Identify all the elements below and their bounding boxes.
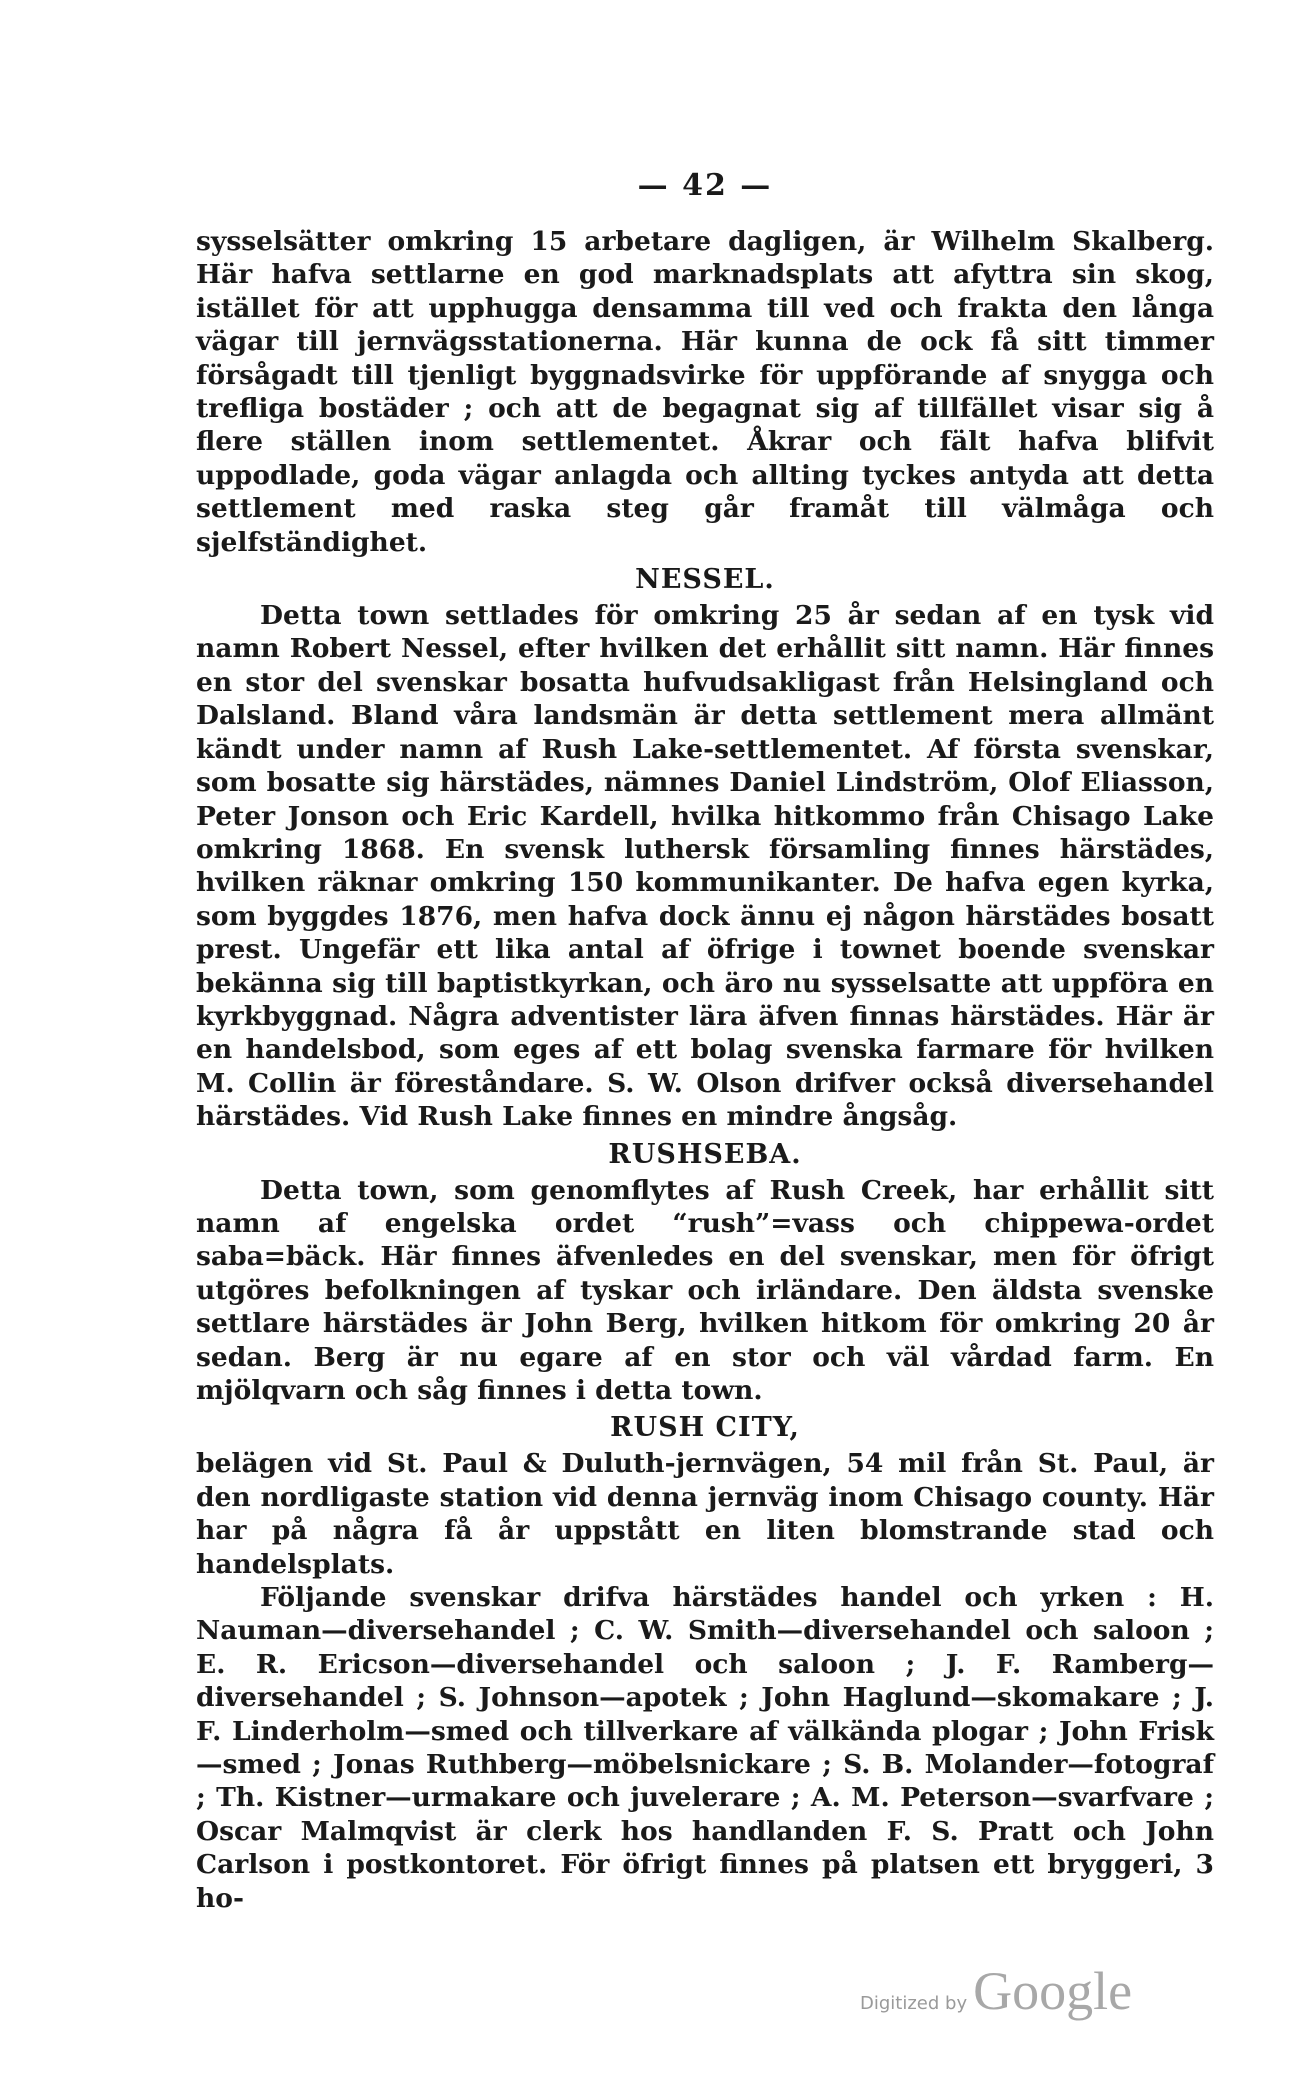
section-heading-rush-city: RUSH CITY, bbox=[610, 1412, 800, 1444]
rush-city-paragraph-1: belägen vid St. Paul & Duluth-jernvägen, 54 mil från St. Paul, är den nordligaste station vid denna jernväg inom Chisago county. Här har på några få år uppstått en liten blomstrande stad och handelsplats. bbox=[196, 1448, 1214, 1580]
nessel-paragraph: Detta town settlades för omkring 25 år sedan af en tysk vid namn Robert Nessel, efter hvilken det erhållit sitt namn. Här finnes en stor del svenskar bosatta hufvudsakligast från Helsingland och Dalsland. Bland våra landsmän är detta settlement mera allmänt kändt under namn af Rush Lake-settlementet. Af första svenskar, som bosatte sig härstädes, nämnes Daniel Lindström, Olof Eliasson, Peter Jonson och Eric Kardell, hvilka hitkommo från Chisago Lake omkring 1868. En svensk luthersk församling finnes härstädes, hvilken räknar omkring 150 kommunikanter. De hafva egen kyrka, som byggdes 1876, men hafva dock ännu ej någon härstädes bosatt prest. Ungefär ett lika antal af öfrige i townet boende svenskar bekänna sig till baptistkyrkan, och äro nu sysselsatte att uppföra en kyrkbyggnad. Några adventister lära äfven finnas härstädes. Här är en handelsbod, som eges af ett bolag svenska farmare för hvilken M. Collin är föreståndare. S. W. Olson drifver också diversehandel härstädes. Vid Rush Lake finnes en mindre ångsåg. bbox=[196, 600, 1214, 1133]
section-heading-rushseba: RUSHSEBA. bbox=[608, 1138, 802, 1170]
page-number: — 42 — bbox=[637, 168, 773, 203]
google-logo: Google bbox=[973, 1961, 1133, 2021]
section-heading-nessel: NESSEL. bbox=[635, 564, 775, 596]
intro-paragraph: sysselsätter omkring 15 arbetare dagligen, är Wilhelm Skalberg. Här hafva settlarne en god marknadsplats att afyttra sin skog, istället för att upphugga densamma till ved och frakta den långa vägar till jernvägsstationerna. Här kunna de ock få sitt timmer försågadt till tjenligt byggnadsvirke för uppförande af snygga och trefliga bostäder ; och att de begagnat sig af tillfället visar sig å flere ställen inom settlementet. Åkrar och fält hafva blifvit uppodlade, goda vägar anlagda och allting tyckes antyda att detta settlement med raska steg går framåt till välmåga och sjelfständighet. bbox=[196, 226, 1214, 558]
rush-city-paragraph-2: Följande svenskar drifva härstädes handel och yrken : H. Nauman—diversehandel ; C. W. Smith—diversehandel och saloon ; E. R. Ericson—diversehandel och saloon ; J. F. Ramberg—diversehandel ; S. Johnson—apotek ; John Haglund—skomakare ; J. F. Linderholm—smed och tillverkare af välkända plogar ; John Frisk—smed ; Jonas Ruthberg—möbelsnickare ; S. B. Molander—fotograf ; Th. Kistner—urmakare och juvelerare ; A. M. Peterson—svarfvare ; Oscar Malmqvist är clerk hos handlanden F. S. Pratt och John Carlson i postkontoret. För öfrigt finnes på platsen ett bryggeri, 3 ho- bbox=[196, 1582, 1214, 1914]
digitized-by-google-watermark bbox=[860, 1960, 1132, 2022]
book-page bbox=[196, 168, 1214, 1915]
watermark-prefix: Digitized by bbox=[860, 1993, 968, 2014]
rushseba-paragraph: Detta town, som genomflytes af Rush Creek, har erhållit sitt namn af engelska ordet “rush”=vass och chippewa-ordet saba=bäck. Här finnes äfvenledes en del svenskar, men för öfrigt utgöres befolkningen af tyskar och irländare. Den äldsta svenske settlare härstädes är John Berg, hvilken hitkom för omkring 20 år sedan. Berg är nu egare af en stor och väl vårdad farm. En mjölqvarn och såg finnes i detta town. bbox=[196, 1174, 1214, 1406]
